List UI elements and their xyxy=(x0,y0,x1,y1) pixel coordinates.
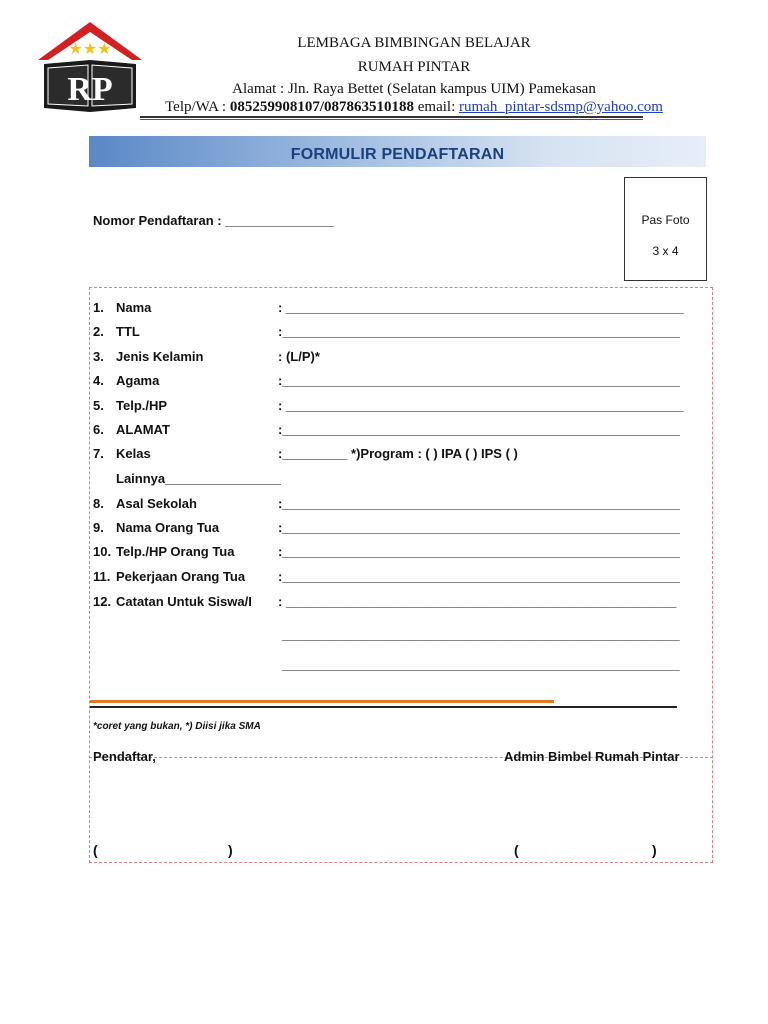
field-label: Telp./HP xyxy=(116,398,168,413)
org-contact xyxy=(60,99,768,116)
field-number: 4. xyxy=(93,373,104,388)
field-number: 6. xyxy=(93,422,104,437)
admin-signature-label: Admin Bimbel Rumah Pintar xyxy=(504,749,680,764)
contact-phone: 085259908107/087863510188 xyxy=(229,99,415,115)
field-label[interactable]: Lainnya________________ xyxy=(116,471,281,486)
form-title: FORMULIR PENDAFTARAN xyxy=(290,146,505,163)
field-label: Kelas xyxy=(116,446,151,461)
field-label: Pekerjaan Orang Tua xyxy=(116,569,246,584)
field-number: 9. xyxy=(93,520,104,535)
field-number: 10. xyxy=(93,544,112,559)
field-input[interactable]: :_______________________________________________________ xyxy=(278,544,680,559)
registrant-name-open-paren: ( xyxy=(93,842,98,858)
field-label: Jenis Kelamin xyxy=(116,349,204,364)
registrant-signature-label: Pendaftar, xyxy=(93,749,156,764)
registration-number[interactable]: Nomor Pendaftaran : _______________ xyxy=(93,213,334,228)
field-label: Catatan Untuk Siswa/I xyxy=(116,594,252,609)
org-name-line-1: LEMBAGA BIMBINGAN BELAJAR xyxy=(297,35,531,51)
photo-label: Pas Foto xyxy=(641,213,690,227)
field-label: Asal Sekolah xyxy=(116,496,197,511)
field-input[interactable]: : (L/P)* xyxy=(278,349,320,364)
black-rule xyxy=(90,706,677,708)
field-label: TTL xyxy=(116,324,140,339)
field-input[interactable]: : _______________________________________________________ xyxy=(278,300,684,315)
field-label: Agama xyxy=(116,373,160,388)
field-number: 2. xyxy=(93,324,104,339)
org-name-line-2: RUMAH PINTAR xyxy=(357,59,471,75)
field-input[interactable]: : ______________________________________________________ xyxy=(278,594,677,609)
email-link[interactable]: rumah_pintar-sdsmp@yahoo.com xyxy=(459,99,663,115)
registrant-name-close-paren: ) xyxy=(228,842,233,858)
header-rule-thin xyxy=(140,119,643,120)
admin-name-open-paren: ( xyxy=(514,842,519,858)
org-address: Alamat : Jln. Raya Bettet (Selatan kampus UIM) Pamekasan xyxy=(232,81,596,97)
admin-name-close-paren: ) xyxy=(652,842,657,858)
footnote: *coret yang bukan, *) Diisi jika SMA xyxy=(93,721,261,732)
photo-box xyxy=(624,177,707,281)
logo-stars: ★★★ xyxy=(68,39,112,58)
logo-text: RP xyxy=(67,71,113,108)
field-number: 1. xyxy=(93,300,104,315)
email-prefix: email: xyxy=(417,99,456,115)
field-number: 3. xyxy=(93,349,104,364)
field-input[interactable]: :_______________________________________________________ xyxy=(278,569,680,584)
field-label: Telp./HP Orang Tua xyxy=(116,544,235,559)
field-input[interactable]: : _______________________________________________________ xyxy=(278,398,684,413)
field-number: 8. xyxy=(93,496,104,511)
photo-size: 3 x 4 xyxy=(652,244,679,258)
field-input[interactable]: :_______________________________________________________ xyxy=(278,373,680,388)
field-label: ALAMAT xyxy=(116,422,170,437)
field-input[interactable]: :_______________________________________________________ xyxy=(278,520,680,535)
contact-prefix: Telp/WA : xyxy=(165,99,227,115)
notes-extra-line[interactable]: _______________________________________________________ xyxy=(282,627,680,642)
field-label: Nama xyxy=(116,300,152,315)
field-number: 5. xyxy=(93,398,104,413)
field-number: 11. xyxy=(93,569,111,584)
field-label: Nama Orang Tua xyxy=(116,520,220,535)
field-input[interactable]: :_______________________________________________________ xyxy=(278,496,680,511)
field-input[interactable]: :_________ *)Program : ( ) IPA ( ) IPS ( ) xyxy=(278,446,518,461)
field-number: 7. xyxy=(93,446,104,461)
field-number: 12. xyxy=(93,594,112,609)
notes-extra-line[interactable]: _______________________________________________________ xyxy=(282,657,680,672)
field-input[interactable]: :_______________________________________________________ xyxy=(278,324,680,339)
orange-rule xyxy=(90,700,554,703)
header-rule xyxy=(140,116,643,118)
field-input[interactable]: :_______________________________________________________ xyxy=(278,422,680,437)
